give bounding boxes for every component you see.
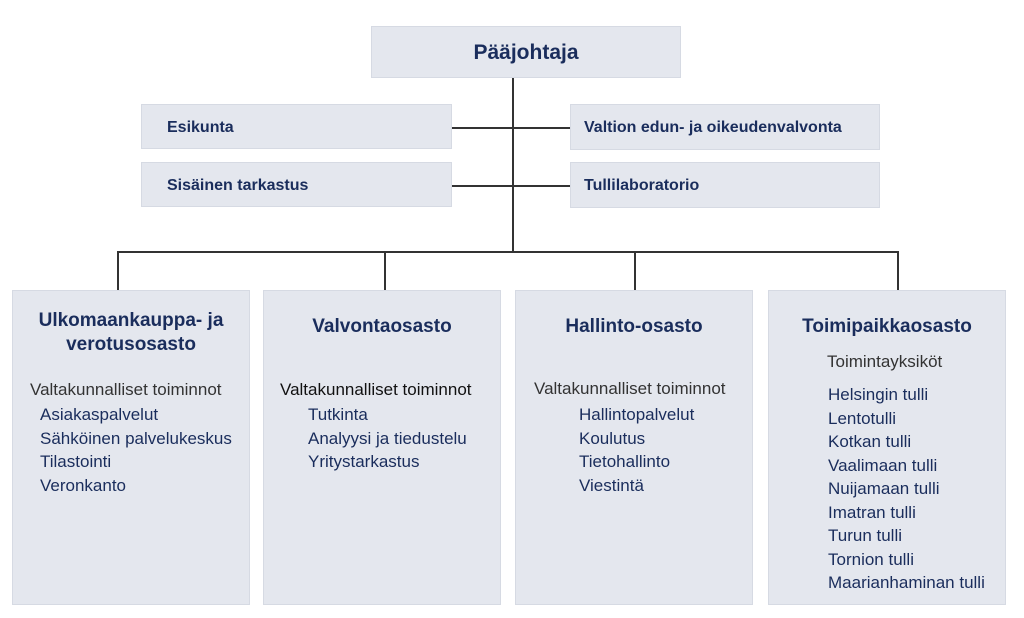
department-items: [40, 403, 232, 497]
director-general-title: Pääjohtaja: [473, 41, 579, 64]
dept-drop-4: [897, 251, 899, 290]
list-item: Viestintä: [579, 475, 644, 495]
staff-box-internal-audit: [141, 162, 452, 207]
dept-drop-1: [117, 251, 119, 290]
staff-label: Sisäinen tarkastus: [167, 177, 309, 194]
department-title: Hallinto-osasto: [565, 316, 703, 337]
list-item: Analyysi ja tiedustelu: [308, 428, 467, 448]
department-bus-line: [117, 251, 899, 253]
dept-drop-3: [634, 251, 636, 290]
department-title: Ulkomaankauppa- ja verotusosasto: [38, 310, 224, 355]
list-item: Asiakaspalvelut: [40, 405, 159, 424]
staff-connector-row2: [451, 185, 571, 187]
department-subheading: Valtakunnalliset toiminnot: [30, 380, 222, 399]
dept-drop-2: [384, 251, 386, 290]
staff-box-laboratory: [570, 162, 880, 208]
list-item: Veronkanto: [40, 475, 127, 495]
list-item: Tilastointi: [40, 452, 112, 471]
department-box-locations: [768, 290, 1006, 605]
department-title: Toimipaikkaosasto: [802, 316, 972, 337]
list-item: Tietohallinto: [579, 452, 671, 471]
staff-box-esikunta: [141, 104, 452, 149]
list-item: Lentotulli: [828, 408, 897, 428]
department-subheading: Toimintayksiköt: [827, 352, 943, 371]
list-item: Turun tulli: [828, 526, 903, 545]
list-item: Kotkan tulli: [828, 432, 912, 451]
staff-label: Tullilaboratorio: [584, 177, 700, 194]
list-item: Nuijamaan tulli: [828, 479, 940, 498]
list-item: Vaalimaan tulli: [828, 455, 938, 475]
department-box-administration: [515, 290, 753, 605]
department-items: [828, 383, 985, 595]
department-box-foreign-trade: [12, 290, 250, 605]
list-item: Sähköinen palvelukeskus: [40, 428, 232, 448]
list-item: Tornion tulli: [828, 549, 914, 569]
list-item: Helsingin tulli: [828, 385, 929, 404]
staff-box-legal: [570, 104, 880, 150]
department-subheading: Valtakunnalliset toiminnot: [280, 380, 472, 399]
trunk-line: [512, 78, 514, 252]
department-items: [308, 403, 467, 474]
department-title: Valvontaosasto: [312, 316, 452, 337]
department-items: [579, 403, 694, 497]
staff-label: Esikunta: [167, 119, 234, 136]
staff-label: Valtion edun- ja oikeudenvalvonta: [584, 119, 842, 136]
list-item: Tutkinta: [308, 405, 368, 424]
list-item: Maarianhaminan tulli: [828, 573, 985, 592]
list-item: Yritystarkastus: [308, 452, 420, 471]
list-item: Hallintopalvelut: [579, 405, 695, 424]
director-general-box: [371, 26, 681, 78]
department-subheading: Valtakunnalliset toiminnot: [534, 379, 726, 398]
list-item: Koulutus: [579, 428, 646, 448]
department-box-enforcement: [263, 290, 501, 605]
list-item: Imatran tulli: [828, 502, 916, 522]
staff-connector-row1: [451, 127, 571, 129]
